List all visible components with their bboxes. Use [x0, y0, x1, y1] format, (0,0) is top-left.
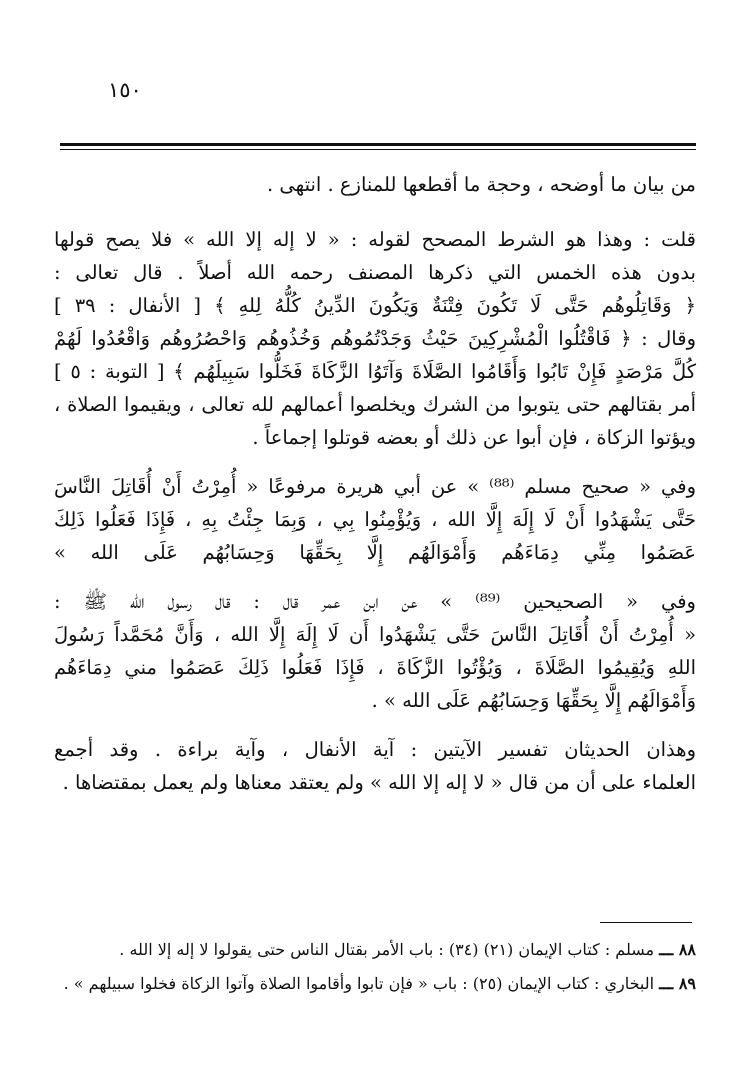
text-line: العلماء على أن من قال « لا إله إلا الله » ولم يعتقد معناها ولم يعمل بمقتضاها . — [62, 771, 696, 794]
hadith-line: عَصَمُوا مِنِّي دِمَاءَهُم وَأَمْوَالَهُم إِلَّا بِحَقِّهَا وَحِسَابُهُم عَلَى الله » — [54, 541, 696, 564]
hadith-line: « أُمِرْتُ أَنْ أُقَاتِلَ النَّاسَ حَتَّى يَشْهَدُوا أَن لَا إِلَهَ إِلَّا الله ، وَأَنَّ مُحَمَّداً رَسُولَ — [54, 623, 696, 646]
header-rule-thick — [60, 143, 696, 146]
paragraph — [54, 223, 696, 454]
hadith-line: وفي « الصحيحين ⁽⁸⁹⁾ » عن ابن عمر قال : قال رسول الله ﷺ : — [54, 590, 696, 613]
quran-verse-line: وقال : ﴿ فَاقْتُلُوا الْمُشْرِكِينَ حَيْثُ وَجَدْتُمُوهُم وَخُذُوهُم وَاحْصُرُوهُم وَاقْعُدُوا لَهُمْ — [54, 327, 696, 350]
paragraph — [54, 733, 696, 799]
paragraph — [54, 470, 696, 569]
body-text — [54, 168, 696, 815]
footnote-text: مسلم : كتاب الإيمان (٢١) (٣٤) : باب الأمر بقتال الناس حتى يقولوا لا إله إلا الله . — [119, 940, 655, 959]
text-line: أمر بقتالهم حتى يتوبوا من الشرك ويخلصوا أعمالهم لله تعالى ، ويقيموا الصلاة ، — [54, 393, 696, 416]
text-line: قلت : وهذا هو الشرط المصحح لقوله : « لا إله إلا الله » فلا يصح قولها — [54, 228, 696, 251]
footnote — [54, 935, 696, 965]
paragraph — [54, 168, 696, 201]
text-line: وهذان الحديثان تفسير الآيتين : آية الأنفال ، وآية براءة . وقد أجمع — [54, 738, 696, 761]
hadith-line: حَتَّى يَشْهَدُوا أَنْ لَا إِلَهَ إِلَّا الله ، وَيُؤْمِنُوا بِي ، وَبِمَا جِئْتُ بِهِ ، فَإِذَا فَعَلُوا ذَلِكَ — [54, 508, 696, 531]
hadith-line: اللهِ وَيُقِيمُوا الصَّلَاةَ ، وَيُؤْتُوا الزَّكَاةَ ، فَإِذَا فَعَلُوا ذَلِكَ عَصَمُوا مني دِمَاءَهُم — [54, 656, 696, 679]
page-number: ١٥٠ — [108, 78, 142, 102]
footnotes — [54, 935, 696, 1003]
footnote-number: ٨٩ ـــ — [659, 974, 696, 993]
footnote-number: ٨٨ ـــ — [659, 940, 696, 959]
footnote-text: البخاري : كتاب الإيمان (٢٥) : باب « فإن تابوا وأقاموا الصلاة وآتوا الزكاة فخلوا سبيلهم » . — [63, 974, 655, 993]
text-line: بدون هذه الخمس التي ذكرها المصنف رحمه الله أصلاً . قال تعالى : — [54, 261, 696, 284]
quran-verse-line: ﴿ وَقَاتِلُوهُم حَتَّى لَا تَكُونَ فِتْنَةٌ وَيَكُونَ الدِّينُ كُلُّهُ لِلهِ ﴾ [ الأنفال : ٣٩ ] — [54, 294, 697, 317]
paragraph — [54, 585, 696, 717]
hadith-line: وَأَمْوَالَهُم إِلَّا بِحَقِّهَا وَحِسَابُهُم عَلَى الله » . — [371, 689, 696, 712]
hadith-line: وفي « صحيح مسلم ⁽⁸⁸⁾ » عن أبي هريرة مرفوعًا « أُمِرْتُ أَنْ أُقَاتِلَ النَّاسَ — [54, 475, 696, 498]
footnote — [54, 969, 696, 999]
text-line: من بيان ما أوضحه ، وحجة ما أقطعها للمنازع . انتهى . — [266, 173, 696, 196]
text-line: ويؤتوا الزكاة ، فإن أبوا عن ذلك أو بعضه قوتلوا إجماعاً . — [252, 426, 696, 449]
footnote-separator — [600, 922, 692, 923]
quran-verse-line: كُلَّ مَرْصَدٍ فَإِنْ تَابُوا وَأَقَامُوا الصَّلَاةَ وَآتَوُا الزَّكَاةَ فَخَلُّوا سَبِيلَهُم ﴾ [ التوبة : ٥ ] — [54, 360, 697, 383]
header-rule-thin — [60, 149, 696, 150]
